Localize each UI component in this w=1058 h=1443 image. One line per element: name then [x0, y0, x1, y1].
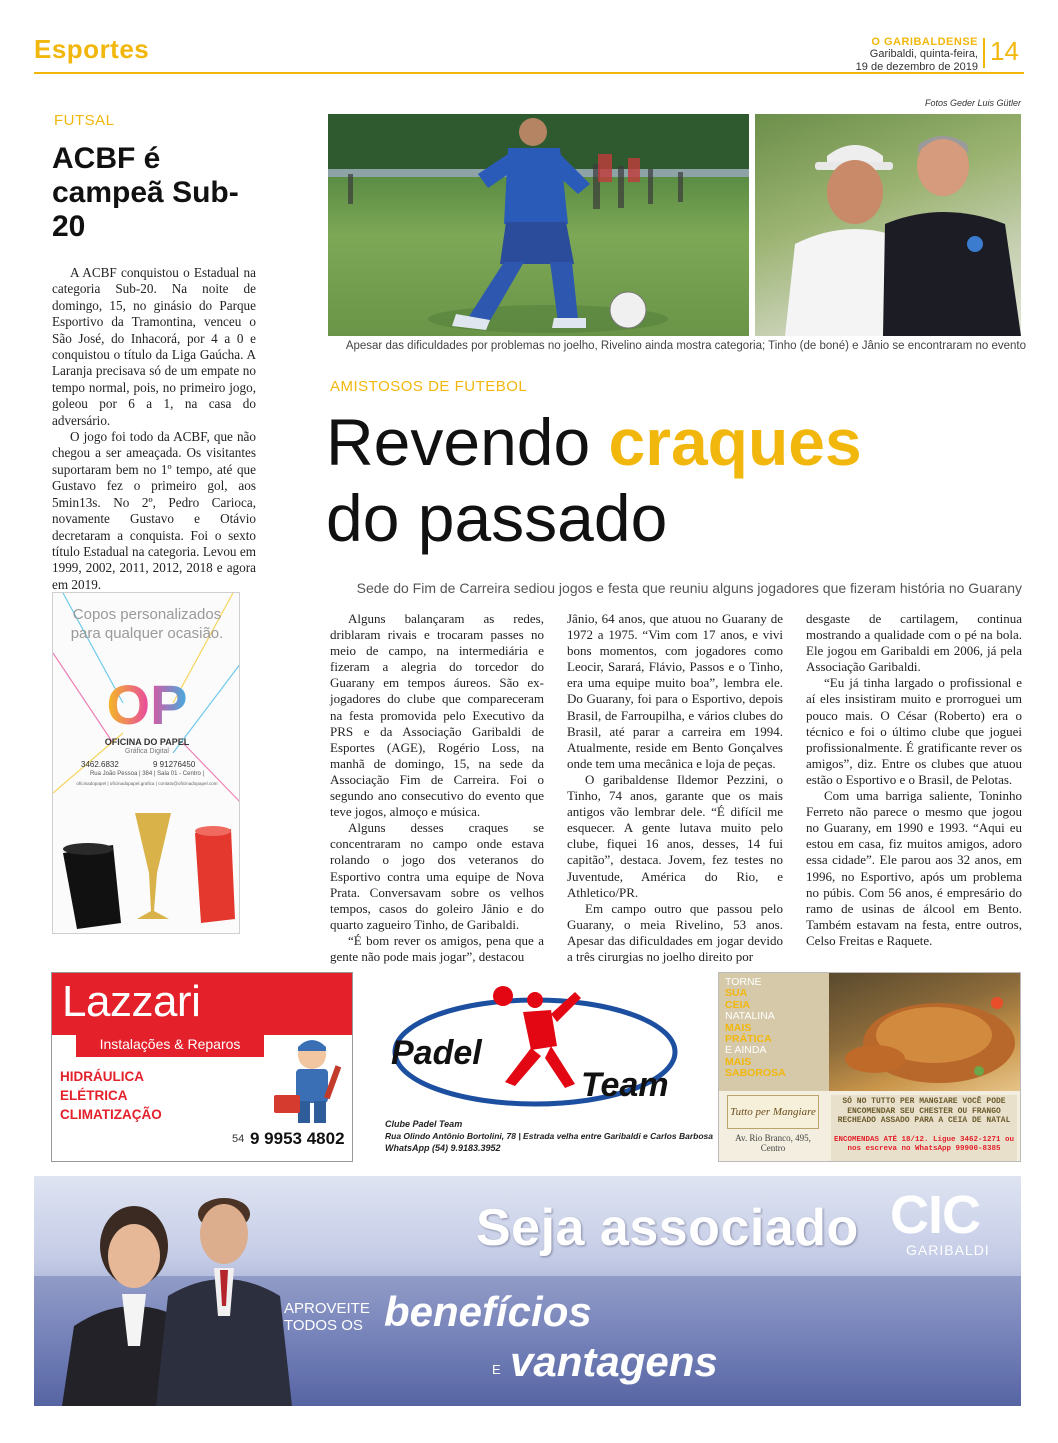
article-paragraph: O garibaldense Ildemor Pezzini, o Tinho, 74 anos, garante que os mais antigos vão lembrar dele. “É difícil me esquecer. A gente lutava muito pelo clube, fiquei 16 anos, desses, 14 fui capitão”, destaca. Jovem, fez testes no Juventude, América do Rio, e Athletico/PR.	[567, 771, 783, 900]
ad-padel-info	[385, 1118, 713, 1154]
plumber-mascot-icon	[272, 1035, 352, 1131]
page-number-divider	[983, 38, 985, 68]
photo-rivelino	[328, 114, 749, 336]
ad-copos-social: oficinadopapel | oficinadopapel.grafica | contato@oficinadopapel.com	[76, 781, 218, 786]
article-paragraph: “Eu já tinha largado o profissional e aí eles insistiram muito e prorroguei um pouco mais. O César (Roberto) era o técnico e foi o último clube que joguei profissionalmente. É gratificante rever os amigos”, diz. Entre os clubes que atuou estão o Esportivo e o Brasil, de Pelotas.	[806, 675, 1022, 787]
article-paragraph: Alguns balançaram as redes, driblaram rivais e trocaram passes no meio de campo, na intermediária e fizeram a alegria do torcedor do Guarany em tempos áureos. São ex-jogadores do clube que compareceram na festa promovida pelo Executivo da PRS e da Associação Garibaldi de Esportes (AGE), Rogério Loss, na manhã de domingo, 15, na sede da Associação Fim de Carreira. Foi o segundo ano consecutivo do evento que teve jogos, almoço e música.	[330, 611, 544, 820]
ad-copos-phone2: 9 91276450	[153, 760, 196, 769]
ad-ceia-line: E AINDA	[725, 1044, 767, 1057]
ad-copos-brand-sub: Gráfica Digital	[125, 748, 169, 755]
article-column-2	[567, 611, 783, 965]
futsal-kicker: FUTSAL	[54, 112, 115, 129]
ad-padel-brand1: Padel	[391, 1034, 482, 1072]
article-paragraph: Com uma barriga saliente, Toninho Ferreto não parece o mesmo que jogou no Guarany, em 1990 e 1993. “Aqui eu estou em casa, fiz muitos amigos, adoro essa cidade”. Ele parou aos 32 anos, em 1996, no Esportivo, após um problema no púbis. Com 56 anos, é empresário do ramo de usinas de álcool em Bento. Também estavam na festa, entre outros, Celso Freitas e Raquete.	[806, 788, 1022, 948]
businessman-figure	[156, 1198, 292, 1406]
ad-ceia-line: PRÁTICA	[725, 1033, 772, 1046]
ad-lazzari-service: ELÉTRICA	[60, 1088, 128, 1103]
ad-ceia-store-logo: Tutto per Mangiare	[727, 1095, 819, 1129]
ad-ceia-orders: ENCOMENDAS ATÉ 18/12. Ligue 3462-1271 ou nos escreva no WhatsApp 99900-8385	[833, 1136, 1015, 1153]
ad-padel-address: Rua Olindo Antônio Bortolini, 78 | Estrada velha entre Garibaldi e Carlos Barbosa	[385, 1131, 713, 1141]
section-title: Esportes	[34, 34, 150, 64]
janio-figure	[883, 136, 1021, 336]
roast-chicken-image	[829, 973, 1021, 1091]
headline-part1: Revendo	[326, 405, 591, 479]
photo-caption: Apesar das dificuldades por problemas no joelho, Rivelino ainda mostra categoria; Tinho (de boné) e Jânio se encontraram no evento	[345, 340, 1026, 352]
photo-rivelino-image	[328, 114, 749, 336]
ad-tutto-per-mangiare[interactable]	[718, 972, 1021, 1162]
ad-ceia-lines	[725, 977, 786, 1080]
ad-copos-phone1: 3462.6832	[81, 760, 119, 769]
ad-lazzari[interactable]	[51, 972, 353, 1162]
ad-ceia-line: MAIS	[725, 1055, 752, 1068]
date-line: Garibaldi, quinta-feira,	[869, 48, 978, 60]
article-headline	[326, 404, 1026, 556]
futsal-headline: ACBF é campeã Sub-20	[52, 142, 239, 243]
ad-ceia-photo	[829, 973, 1021, 1091]
ad-copos-headline: Copos personalizados para qualquer ocasião.	[70, 606, 224, 642]
ad-padel-club: Clube Padel Team	[385, 1119, 463, 1129]
ad-oficina-do-papel[interactable]	[52, 592, 240, 934]
futsal-paragraph: A ACBF conquistou o Estadual na categoria Sub-20. Na noite de domingo, 15, no ginásio do Parque Esportivo da Tramontina, venceu o São José, do Inhacorá, por 4 a 0 e conquistou o título da Liga Gaúcha. A Laranja precisava só de um empate no tempo normal, pois, no primeiro jogo, goleou por 6 a 1, na casa do adversário.	[52, 265, 256, 428]
headline-highlight: craques	[608, 405, 862, 479]
ad-ceia-line: SABOROSA	[725, 1067, 786, 1080]
ad-cic-line1: APROVEITE	[284, 1300, 370, 1317]
article-paragraph: Jânio, 64 anos, que atuou no Guarany de 1972 a 1975. “Vim com 17 anos, e vivi bons momentos, com jogadores como Leocir, Sarará, Flávio, Passos e o Tinho, era uma equipe muito boa”, lembra ele. Do Guarany, foi para o Esportivo, depois Brasil, de Farroupilha, e vários clubes do Brasil, até parar a carreira em 1994. Atualmente, reside em Bento Gonçalves onde tem uma mecânica e loja de peças.	[567, 611, 783, 771]
ad-cic-logo: CIC	[890, 1185, 980, 1245]
article-column-3	[806, 611, 1022, 949]
ad-ceia-line: TORNE	[725, 976, 762, 988]
ad-ceia-promo: SÓ NO TUTTO PER MANGIARE VOCÊ PODE ENCOMENDAR SEU CHESTER OU FRANGO RECHEADO ASSADO PARA A CEIA DE NATAL	[837, 1097, 1011, 1125]
ad-lazzari-brand: Lazzari	[62, 977, 201, 1026]
ad-ceia-line: MAIS	[725, 1021, 752, 1034]
article-subheadline: Sede do Fim de Carreira sediou jogos e festa que reuniu alguns jogadores que fizeram história no Guarany	[356, 580, 1022, 596]
ad-cic-line2: TODOS OS	[284, 1317, 363, 1334]
page-number: 14	[990, 36, 1019, 66]
masthead	[856, 36, 978, 74]
ad-ceia-line: CEIA	[725, 998, 751, 1011]
edition-date: 19 de dezembro de 2019	[855, 61, 978, 73]
article-kicker: AMISTOSOS DE FUTEBOL	[330, 378, 528, 395]
headline-line1	[326, 404, 1026, 480]
ad-cic-benefit2: vantagens	[510, 1338, 718, 1385]
ad-cic-connector: E	[492, 1362, 501, 1377]
ad-copos-cups	[53, 793, 240, 934]
photo-tinho-janio-image	[755, 114, 1021, 336]
photo-tinho-janio	[755, 114, 1021, 336]
ad-ceia-line: NATALINA	[725, 1010, 775, 1023]
paper-name: O GARIBALDENSE	[871, 36, 978, 48]
photo-credit: Fotos Geder Luis Gütler	[924, 98, 1021, 108]
ad-copos-brand: OFICINA DO PAPEL	[104, 737, 190, 747]
ad-cic-logo-sub: GARIBALDI	[906, 1242, 990, 1258]
ad-lazzari-tagline: Instalações & Reparos	[76, 1033, 264, 1057]
ad-lazzari-phone-prefix: 54	[232, 1133, 245, 1145]
ad-cic-tagline	[284, 1300, 370, 1334]
ad-padel-brand2: Team	[581, 1066, 669, 1104]
ad-copos-address: Rua João Pessoa | 384 | Sala 01 - Centro |	[89, 771, 205, 777]
ad-padel-whatsapp: WhatsApp (54) 9.9183.3952	[385, 1143, 501, 1153]
ad-cic-garibaldi[interactable]	[34, 1176, 1021, 1406]
futsal-body	[52, 265, 256, 593]
article-column-1	[330, 611, 544, 965]
article-paragraph: Alguns desses craques se concentraram no campo onde estava rolando o jogo dos veteranos do Esportivo contra uma equipe de Nova Prata. Conversavam sobre os velhos tempos, casos do goleiro Jânio e do quarto zagueiro Tinho, de Garibaldi.	[330, 820, 544, 932]
ad-lazzari-service: HIDRÁULICA	[60, 1069, 144, 1084]
ad-lazzari-service: CLIMATIZAÇÃO	[60, 1107, 162, 1122]
ad-padel-team[interactable]	[385, 972, 713, 1162]
article-paragraph: Em campo outro que passou pelo Guarany, o meia Rivelino, 53 anos. Apesar das dificuldades em jogar devido a três cirurgias no joelho direito por	[567, 900, 783, 964]
ad-cic-headline: Seja associado	[476, 1199, 859, 1257]
ad-lazzari-services	[60, 1067, 162, 1124]
article-paragraph: desgaste de cartilagem, continua mostrando a qualidade com o pé na bola. Ele jogou em Garibaldi em 2006, já pela Associação Garibaldi.	[806, 611, 1022, 675]
headline-line2: do passado	[326, 481, 668, 555]
futsal-paragraph: O jogo foi todo da ACBF, que não chegou a ser ameaçada. Os visitantes suportaram bem no 1º tempo, até que Gustavo fez o primeiro gol, aos 5min13s. No 2º, Pedro Carioca, novamente Gustavo e Otávio decretaram a conquista. Foi o sexto título Estadual na categoria. Levou em 1999, 2002, 2011, 2012, 2018 e agora em 2019.	[52, 429, 256, 592]
ad-copos-logo: OP	[103, 675, 191, 735]
ad-ceia-address: Av. Rio Branco, 495, Centro	[735, 1133, 811, 1153]
ad-ceia-line: SUA	[725, 987, 748, 1000]
padel-player-icon	[493, 986, 581, 1088]
ad-cic-benefit: benefícios	[384, 1288, 592, 1335]
article-paragraph: “É bom rever os amigos, pena que a gente não pode mais jogar”, destacou	[330, 932, 544, 964]
ad-lazzari-phone: 9 9953 4802	[250, 1129, 345, 1148]
